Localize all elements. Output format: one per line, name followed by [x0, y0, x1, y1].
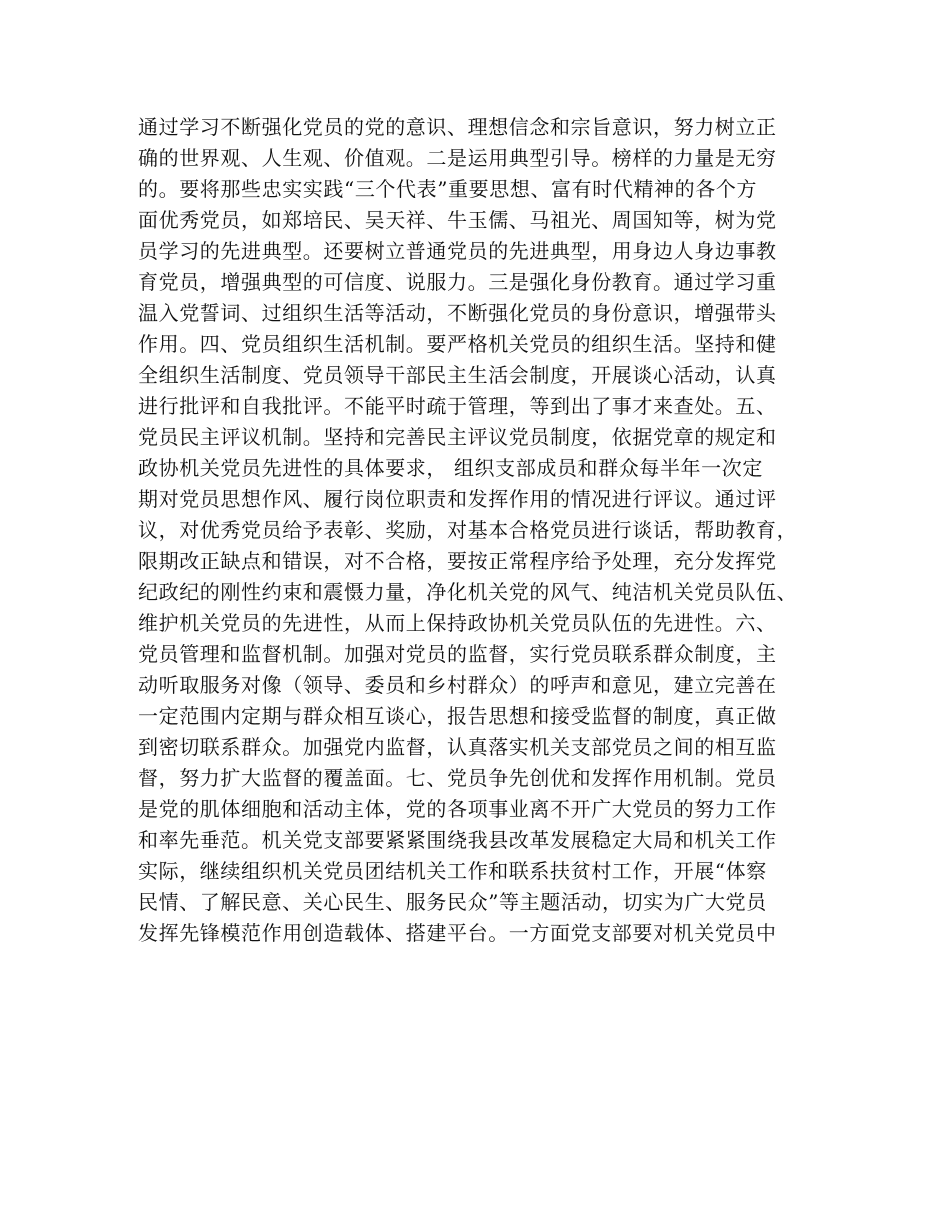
text-line: 作用。四、党员组织生活机制。要严格机关党员的组织生活。坚持和健 — [138, 332, 777, 356]
text-line: 通过学习不断强化党员的党的意识、理想信念和宗旨意识，努力树立正 — [138, 115, 777, 139]
text-line: 党员民主评议机制。坚持和完善民主评议党员制度，依据党章的规定和 — [138, 425, 777, 449]
text-line: 发挥先锋模范作用创造载体、搭建平台。一方面党支部要对机关党员中 — [138, 921, 777, 945]
text-line: 党员管理和监督机制。加强对党员的监督，实行党员联系群众制度，主 — [138, 642, 777, 666]
text-line: 和率先垂范。机关党支部要紧紧围绕我县改革发展稳定大局和机关工作 — [138, 828, 777, 852]
text-line: 政协机关党员先进性的具体要求， 组织支部成员和群众每半年一次定 — [138, 456, 763, 480]
text-line: 是党的肌体细胞和活动主体，党的各项事业离不开广大党员的努力工作 — [138, 797, 777, 821]
text-line: 实际，继续组织机关党员团结机关工作和联系扶贫村工作，开展“体察 — [138, 859, 767, 883]
text-line: 面优秀党员，如郑培民、吴天祥、牛玉儒、马祖光、周国知等，树为党 — [138, 208, 777, 232]
text-line: 到密切联系群众。加强党内监督，认真落实机关支部党员之间的相互监 — [138, 735, 777, 759]
text-line: 进行批评和自我批评。不能平时疏于管理，等到出了事才来查处。五、 — [138, 394, 777, 418]
text-line: 纪政纪的刚性约束和震慑力量，净化机关党的风气、纯洁机关党员队伍、 — [138, 580, 798, 604]
text-line: 限期改正缺点和错误，对不合格，要按正常程序给予处理，充分发挥党 — [138, 549, 777, 573]
text-line: 全组织生活制度、党员领导干部民主生活会制度，开展谈心活动，认真 — [138, 363, 777, 387]
text-line: 动听取服务对像（领导、委员和乡村群众）的呼声和意见，建立完善在 — [138, 673, 777, 697]
body-text — [138, 112, 828, 949]
text-line: 的。要将那些忠实实践“三个代表”重要思想、富有时代精神的各个方 — [138, 177, 758, 201]
text-line: 一定范围内定期与群众相互谈心，报告思想和接受监督的制度，真正做 — [138, 704, 777, 728]
text-line: 员学习的先进典型。还要树立普通党员的先进典型，用身边人身边事教 — [138, 239, 777, 263]
text-line: 温入党誓词、过组织生活等活动，不断强化党员的身份意识，增强带头 — [138, 301, 777, 325]
text-line: 维护机关党员的先进性，从而上保持政协机关党员队伍的先进性。六、 — [138, 611, 777, 635]
text-line: 育党员，增强典型的可信度、说服力。三是强化身份教育。通过学习重 — [138, 270, 777, 294]
text-line: 确的世界观、人生观、价值观。二是运用典型引导。榜样的力量是无穷 — [138, 146, 777, 170]
text-line: 民情、了解民意、关心民生、服务民众”等主题活动，切实为广大党员 — [138, 890, 767, 914]
text-line: 期对党员思想作风、履行岗位职责和发挥作用的情况进行评议。通过评 — [138, 487, 777, 511]
text-line: 议，对优秀党员给予表彰、奖励，对基本合格党员进行谈话，帮助教育， — [138, 518, 798, 542]
text-line: 督，努力扩大监督的覆盖面。七、党员争先创优和发挥作用机制。党员 — [138, 766, 777, 790]
